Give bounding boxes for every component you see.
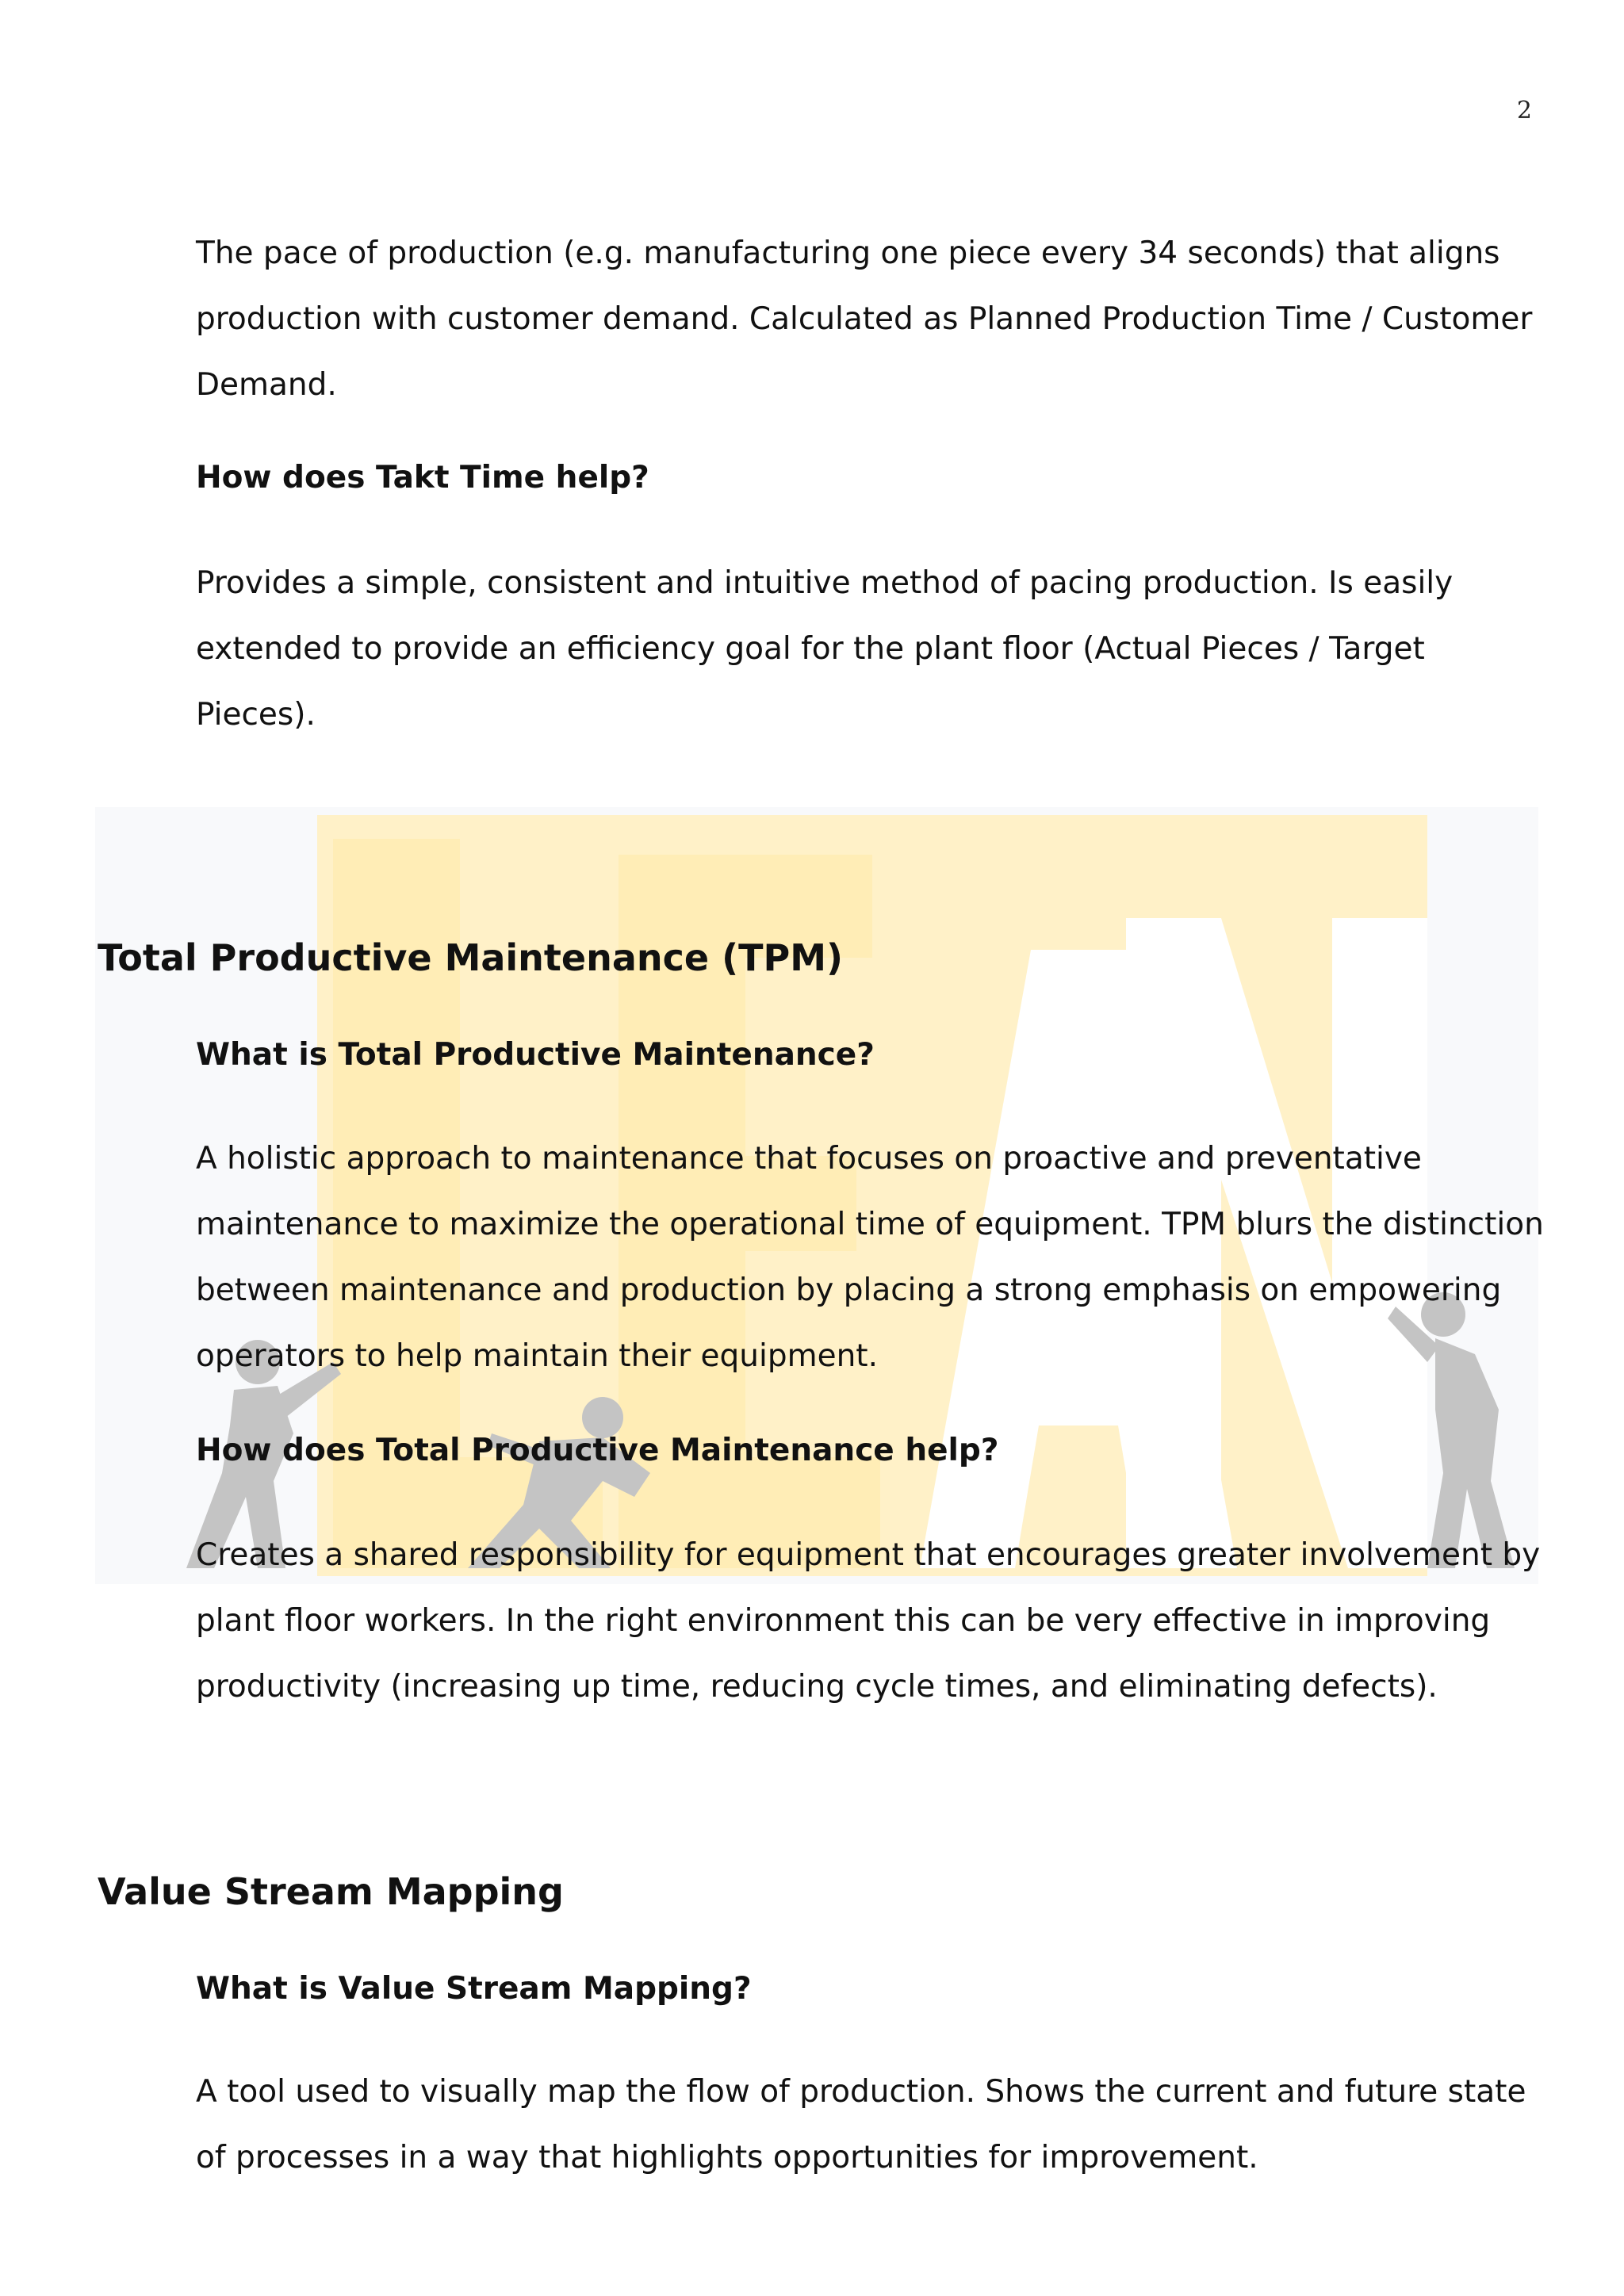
takt-time-help-answer: Provides a simple, consistent and intuitive method of pacing production. Is easily extended to provide an efficiency goal for the plant floor (Actual Pieces / Target Pieces). xyxy=(196,565,1454,733)
tpm-section-heading: Total Productive Maintenance (TPM) xyxy=(98,936,844,979)
tpm-what-answer: A holistic approach to maintenance that focuses on proactive and preventative maintenance to maximize the operational time of equipment. TPM blurs the distinction between maintenance and production by placing a strong emphasis on empowering operators to help maintain their equipment. xyxy=(196,1141,1544,1374)
tpm-help-answer: Creates a shared responsibility for equipment that encourages greater involvement by plant floor workers. In the right environment this can be very effective in improving productivity (increasing up time, reducing cycle times, and eliminating defects). xyxy=(196,1537,1541,1705)
takt-time-help-question: How does Takt Time help? xyxy=(196,460,649,496)
vsm-what-question: What is Value Stream Mapping? xyxy=(196,1971,752,2007)
vsm-what-answer: A tool used to visually map the flow of production. Shows the current and future state of processes in a way that highlights opportunities for improvement. xyxy=(196,2074,1526,2175)
takt-time-definition: The pace of production (e.g. manufacturing one piece every 34 seconds) that aligns production with customer demand. Calculated as Planned Production Time / Customer Demand. xyxy=(196,235,1533,403)
tpm-what-question: What is Total Productive Maintenance? xyxy=(196,1037,875,1073)
tpm-help-question: How does Total Productive Maintenance help? xyxy=(196,1433,999,1468)
vsm-section-heading: Value Stream Mapping xyxy=(98,1870,564,1913)
page-number: 2 xyxy=(1516,97,1532,124)
